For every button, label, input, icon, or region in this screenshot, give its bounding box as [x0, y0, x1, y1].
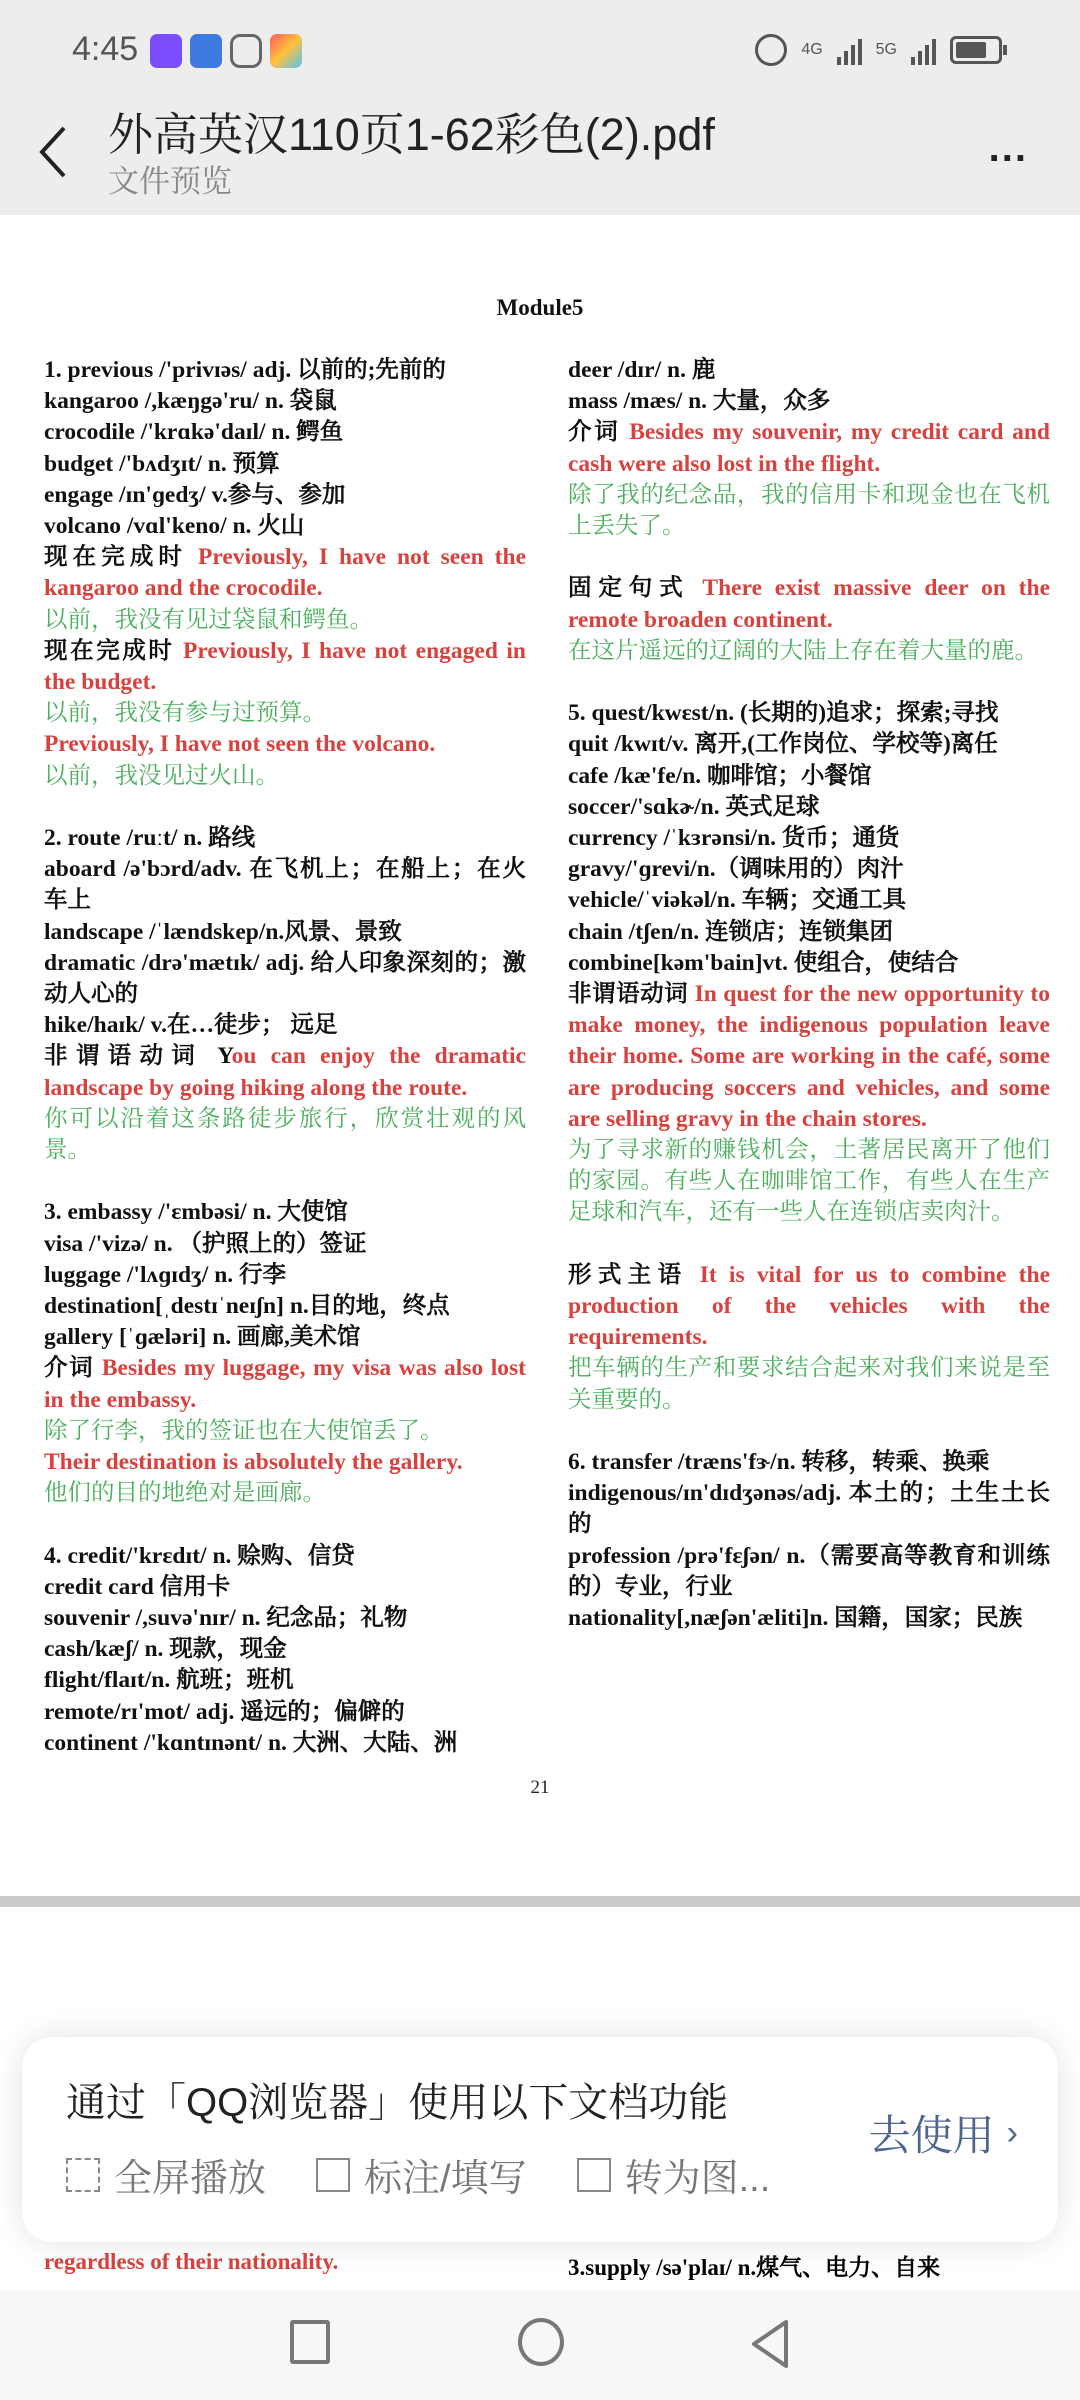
- grammar-label: 介词: [568, 419, 630, 446]
- example-sentence: [44, 542, 526, 604]
- spacer: [568, 1416, 1050, 1447]
- right-column: [568, 355, 1050, 1634]
- vocab-entry: 2. route /ruːt/ n. 路线: [44, 825, 256, 852]
- fullscreen-icon: [66, 2158, 100, 2192]
- vocab-entry: remote/rɪ'mot/ adj. 遥远的；偏僻的: [44, 1698, 405, 1725]
- vocab-entry: luggage /'lʌɡɪdʒ/ n. 行李: [44, 1261, 287, 1288]
- vocab-entry: dramatic /drə'mætɪk/ adj. 给人印象深刻的；激动人心的: [44, 949, 526, 1008]
- example-translation: 以前，我没有见过袋鼠和鳄鱼。: [44, 606, 373, 633]
- qq-browser-promo-card: [22, 2037, 1058, 2242]
- example-sentence: [568, 573, 1050, 635]
- app-header: [0, 92, 1080, 215]
- example-translation: 你可以沿着这条路徒步旅行，欣赏壮观的风景。: [44, 1105, 526, 1164]
- example-sentence: [568, 979, 1050, 1135]
- example-sentence: [568, 417, 1050, 479]
- example-sentence: [568, 1260, 1050, 1354]
- chevron-right-icon: ›: [1006, 2113, 1018, 2152]
- example-translation: 除了行李，我的签证也在大使馆丢了。: [44, 1417, 444, 1444]
- feature-label: 标注/填写: [364, 2158, 527, 2200]
- vocab-entry: mass /mæs/ n. 大量，众多: [568, 388, 831, 415]
- example-text: Their destination is absolutely the gallery.: [44, 1449, 463, 1476]
- vocab-entry: gallery [ˈɡæləri] n. 画廊,美术馆: [44, 1324, 361, 1351]
- vocab-entry: flight/flaɪt/n. 航班；班机: [44, 1667, 294, 1694]
- vocab-entry: vehicle/ˈviəkəl/n. 车辆；交通工具: [568, 887, 907, 914]
- vocab-entry: volcano /vɑl'keno/ n. 火山: [44, 513, 305, 540]
- example-sentence: [44, 636, 526, 698]
- example-text: In quest for the new opportunity to make money, the indigenous population leave their home. Some are working in the café, some are producing soccers and vehicles, and some are selling gravy in the chain stores.: [568, 981, 1050, 1132]
- example-text: There exist massive deer on the remote broaden continent.: [568, 575, 1051, 633]
- example-translation: 以前，我没有参与过预算。: [44, 700, 326, 727]
- status-time: 4:45: [72, 30, 139, 68]
- feature-label: 全屏播放: [114, 2158, 267, 2200]
- vocab-entry: 4. credit/'krɛdɪt/ n. 赊购、信贷: [44, 1542, 355, 1569]
- feature-annotate[interactable]: [316, 2147, 527, 2202]
- vocab-entry: hike/haɪk/ v.在…徒步； 远足: [44, 1012, 338, 1039]
- vocab-entry: aboard /ə'bɔrd/adv. 在飞机上；在船上；在火车上: [44, 856, 526, 914]
- grammar-label: 现在完成时: [44, 544, 199, 571]
- grammar-label: 非谓语动词: [568, 981, 695, 1008]
- vocab-entry: kangaroo /,kæŋgə'ru/ n. 袋鼠: [44, 388, 337, 415]
- left-column: [44, 355, 526, 1759]
- example-sentence: [44, 1041, 526, 1103]
- example-text: Previously, I have not seen the volcano.: [44, 731, 436, 758]
- example-text: ou can enjoy the dramatic landscape by going hiking along the route.: [44, 1043, 526, 1101]
- example-translation: 为了寻求新的赚钱机会，土著居民离开了他们的家园。有些人在咖啡馆工作，有些人在生产足球和汽车，还有一些人在连锁店卖肉汁。: [568, 1137, 1050, 1226]
- home-button[interactable]: [518, 2318, 564, 2366]
- system-icons: [755, 34, 1002, 66]
- net-label-4g: 4G: [801, 41, 823, 58]
- example-text: Previously, I have not engaged in the budget.: [44, 637, 526, 696]
- vocab-entry: 1. previous /'privɪəs/ adj. 以前的;先前的: [44, 357, 446, 383]
- feature-fullscreen[interactable]: [66, 2147, 266, 2202]
- status-bar: [0, 0, 1080, 92]
- vocab-entry: chain /tʃen/n. 连锁店；连锁集团: [568, 918, 894, 945]
- vocab-entry: visa /'vizə/ n. （护照上的）签证: [44, 1230, 367, 1257]
- vocab-entry: deer /dɪr/ n. 鹿: [568, 357, 716, 383]
- promo-title: 通过「QQ浏览器」使用以下文档功能: [66, 2081, 729, 2125]
- spacer: [44, 1509, 526, 1540]
- spacer: [44, 1166, 526, 1197]
- signal-icon: [911, 35, 936, 65]
- hand-notification-icon: [230, 34, 262, 68]
- vocab-entry: soccer/'sɑkɚ/n. 英式足球: [568, 793, 820, 820]
- example-text: Besides my luggage, my visa was also lost in the embassy.: [44, 1355, 526, 1413]
- feature-label: 转为图...: [624, 2158, 771, 2200]
- vocab-entry: continent /'kɑntɪnənt/ n. 大洲、大陆、洲: [44, 1729, 458, 1756]
- file-title: 外高英汉110页1-62彩色(2).pdf: [108, 109, 715, 160]
- file-subtitle: 文件预览: [108, 164, 232, 199]
- app-notification-icon: [150, 34, 182, 68]
- page-separator: [0, 1896, 1080, 1907]
- signal-icon: [837, 35, 862, 65]
- example-translation: 他们的目的地绝对是画廊。: [44, 1480, 326, 1507]
- vocab-entry: destination[ˌdestɪˈneɪʃn] n.目的地，终点: [44, 1293, 450, 1320]
- example-translation: 除了我的纪念品，我的信用卡和现金也在飞机上丢失了。: [568, 481, 1050, 540]
- edit-icon: [316, 2158, 350, 2192]
- feature-convert-image[interactable]: [577, 2147, 771, 2202]
- spacer: [568, 1229, 1050, 1260]
- example-text: Besides my souvenir, my credit card and cash were also lost in the flight.: [568, 419, 1050, 477]
- pdf-page: [0, 215, 1080, 1896]
- vocab-entry: souvenir /,suvə'nɪr/ n. 纪念品；礼物: [44, 1605, 408, 1632]
- vocab-entry: budget /'bʌdʒɪt/ n. 预算: [44, 450, 280, 477]
- example-sentence: [44, 729, 526, 760]
- example-translation: 以前，我没见过火山。: [44, 762, 279, 789]
- grammar-label: 固定句式: [568, 575, 703, 602]
- spacer: [568, 542, 1050, 573]
- spacer: [568, 667, 1050, 698]
- vocab-entry: 6. transfer /træns'fɝ/n. 转移，转乘、换乘: [568, 1449, 990, 1476]
- vocab-entry: quit /kwɪt/v. 离开,(工作岗位、学校等)离任: [568, 731, 998, 758]
- vocab-entry: 5. quest/kwɛst/n. (长期的)追求；探索;寻找: [568, 700, 999, 727]
- go-use-button[interactable]: [869, 2103, 1018, 2163]
- grammar-label: 介词: [44, 1355, 102, 1382]
- vocab-entry: cafe /kæ'fe/n. 咖啡馆；小餐馆: [568, 762, 872, 789]
- example-sentence: [44, 1353, 526, 1415]
- net-label-5g: 5G: [875, 41, 897, 58]
- brush-notification-icon: [270, 34, 302, 68]
- vocab-entry: profession /prə'fɛʃən/ n.（需要高等教育和训练的）专业，行业: [568, 1542, 1050, 1600]
- example-text: It is vital for us to combine the production of the vehicles with the requirements.: [568, 1261, 1050, 1351]
- battery-icon: [950, 36, 1002, 64]
- example-translation: 在这片遥远的辽阔的大陆上存在着大量的鹿。: [568, 637, 1038, 664]
- vocab-entry: currency /ˈkɜrənsi/n. 货币；通货: [568, 825, 900, 852]
- grammar-label: 现在完成时: [44, 637, 184, 664]
- vocab-entry: indigenous/ɪn'dɪdʒənəs/adj. 本土的；土生土长的: [568, 1480, 1050, 1538]
- vocab-entry: cash/kæʃ/ n. 现款，现金: [44, 1636, 287, 1663]
- vocab-entry: 3. embassy /'ɛmbəsi/ n. 大使馆: [44, 1199, 348, 1226]
- vocab-entry: nationality[,næʃən'æliti]n. 国籍，国家；民族: [568, 1605, 1023, 1632]
- system-nav-bar: [0, 2290, 1080, 2400]
- image-icon: [577, 2158, 611, 2192]
- vocab-entry: credit card 信用卡: [44, 1573, 231, 1600]
- example-sentence: [44, 1447, 526, 1478]
- grammar-label: 形式主语: [568, 1261, 700, 1288]
- vocab-entry: landscape /ˈlændskep/n.风景、景致: [44, 918, 402, 945]
- next-page-right-line: 3.supply /sə'plaɪ/ n.煤气、电力、自来: [568, 2255, 941, 2280]
- data-saver-icon: [755, 34, 787, 66]
- back-icon[interactable]: [34, 122, 74, 182]
- example-text: Previously, I have not seen the kangaroo and the crocodile.: [44, 544, 527, 602]
- grammar-label: 非谓语动词 Y: [44, 1043, 232, 1070]
- notification-icons: [150, 34, 302, 68]
- example-translation: 把车辆的生产和要求结合起来对我们来说是至关重要的。: [568, 1355, 1050, 1413]
- nav-back-button[interactable]: [748, 2318, 792, 2370]
- vocab-entry: gravy/'ɡrevi/n.（调味用的）肉汁: [568, 856, 904, 883]
- module-title: Module5: [496, 295, 584, 320]
- page-number: 21: [530, 1777, 550, 1798]
- vocab-entry: crocodile /'krɑkə'daɪl/ n. 鳄鱼: [44, 419, 344, 446]
- next-page-left-line: regardless of their nationality.: [44, 2249, 339, 2274]
- spacer: [44, 792, 526, 823]
- vocab-entry: engage /ɪn'ɡedʒ/ v.参与、参加: [44, 481, 346, 508]
- go-use-label: 去使用: [868, 2112, 995, 2159]
- more-options-icon[interactable]: ...: [988, 126, 1028, 170]
- promo-features: [66, 2147, 770, 2202]
- vocab-entry: combine[kəm'bain]vt. 使组合，使结合: [568, 949, 959, 976]
- app-notification-icon: [190, 34, 222, 68]
- recent-apps-button[interactable]: [290, 2320, 330, 2364]
